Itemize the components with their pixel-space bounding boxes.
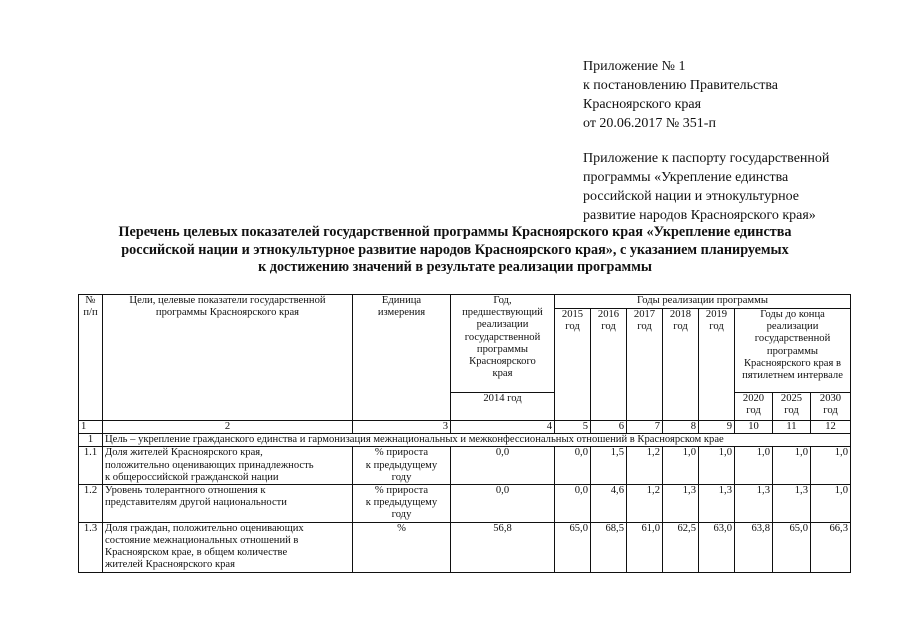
goal-row (79, 434, 851, 447)
header-prev (451, 295, 555, 393)
column-number: 3 (353, 421, 451, 434)
row-value: 1,3 (735, 485, 773, 523)
column-number: 7 (627, 421, 663, 434)
row-base-value: 0,0 (451, 485, 555, 523)
row-value: 1,0 (811, 485, 851, 523)
header-year-2030 (811, 393, 851, 421)
row-num: 1.1 (79, 447, 103, 485)
document-title (80, 224, 830, 277)
header-prev-line: программы (476, 343, 529, 355)
row-value: 61,0 (627, 522, 663, 572)
indicator-line: Уровень толерантного отношения к (105, 485, 266, 497)
indicators-table (78, 294, 851, 573)
unit-line: к предыдущему (365, 497, 438, 509)
row-value: 0,0 (555, 485, 591, 523)
header-unit-line: Единица (381, 295, 422, 306)
header-goal-line: программы Красноярского края (155, 307, 300, 319)
table-row (79, 485, 851, 523)
year-suffix: год (709, 321, 724, 333)
row-indicator (103, 522, 353, 572)
row-value: 4,6 (591, 485, 627, 523)
title-line: российской нации и этнокультурное развитие народов Красноярского края», с указанием планируемых (121, 241, 789, 258)
row-value: 1,0 (811, 447, 851, 485)
column-number: 12 (811, 421, 851, 434)
end-title-line: программы (766, 345, 819, 357)
row-value: 65,0 (773, 522, 811, 572)
year-suffix: год (784, 405, 799, 417)
end-title-line: пятилетнем интервале (742, 370, 843, 382)
indicator-line: Доля граждан, положительно оценивающих (105, 522, 304, 534)
passport-appendix-line: программы «Укрепление единства (583, 170, 789, 185)
indicator-line: Красноярском крае, в общем количестве (105, 547, 288, 559)
unit-line: % прироста (374, 485, 429, 497)
row-value: 68,5 (591, 522, 627, 572)
column-numbers-row (79, 421, 851, 434)
title-line: Перечень целевых показателей государственной программы Красноярского края «Укрепление единства (118, 224, 792, 240)
header-goal (103, 295, 353, 421)
end-title-line: реализации (766, 321, 819, 333)
column-number: 4 (451, 421, 555, 434)
row-value: 65,0 (555, 522, 591, 572)
year-suffix: год (823, 405, 838, 417)
row-value: 1,0 (663, 447, 699, 485)
year-suffix: год (565, 321, 580, 333)
year-suffix: год (601, 321, 616, 333)
row-unit (353, 485, 451, 523)
row-value: 1,2 (627, 485, 663, 523)
passport-appendix-line: Приложение к паспорту государственной (583, 151, 830, 166)
year-suffix: год (673, 321, 688, 333)
year-suffix: год (746, 405, 761, 417)
appendix-line: Приложение № 1 (583, 59, 686, 74)
header-prev-year: 2014 год (451, 393, 555, 421)
header-num-line: № (85, 295, 96, 306)
row-value: 1,0 (735, 447, 773, 485)
indicator-line: жителей Красноярского края (105, 559, 235, 571)
unit-line: % (397, 522, 406, 534)
column-number: 9 (699, 421, 735, 434)
header-unit-line: измерения (377, 307, 426, 319)
row-value: 1,5 (591, 447, 627, 485)
title-line: к достижению значений в результате реализации программы (258, 259, 652, 275)
row-base-value: 56,8 (451, 522, 555, 572)
year-label: 2025 (780, 393, 803, 404)
column-number: 2 (103, 421, 353, 434)
header-year-2025 (773, 393, 811, 421)
year-suffix: год (637, 321, 652, 333)
header-year-2020 (735, 393, 773, 421)
header-prev-line: Год, (493, 295, 512, 306)
column-number: 8 (663, 421, 699, 434)
header-year-2018 (663, 309, 699, 421)
header-year-2017 (627, 309, 663, 421)
goal-num: 1 (79, 434, 103, 447)
appendix-line: от 20.06.2017 № 351-п (583, 116, 716, 131)
row-value: 1,0 (699, 447, 735, 485)
end-title-line: Годы до конца (760, 309, 825, 320)
row-indicator (103, 447, 353, 485)
year-label: 2018 (669, 309, 692, 320)
column-number: 5 (555, 421, 591, 434)
table-row (79, 447, 851, 485)
row-value: 63,0 (699, 522, 735, 572)
row-indicator (103, 485, 353, 523)
row-num: 1.2 (79, 485, 103, 523)
header-unit (353, 295, 451, 421)
row-value: 0,0 (555, 447, 591, 485)
end-title-line: Красноярского края в (743, 357, 841, 369)
header-end-title (735, 309, 851, 393)
year-label: 2017 (633, 309, 656, 320)
row-value: 62,5 (663, 522, 699, 572)
header-prev-line: реализации (476, 319, 529, 331)
header-num (79, 295, 103, 421)
column-number: 10 (735, 421, 773, 434)
end-title-line: государственной (754, 333, 831, 345)
header-prev-line: края (492, 368, 513, 380)
row-value: 1,3 (699, 485, 735, 523)
row-base-value: 0,0 (451, 447, 555, 485)
passport-appendix-line: развитие народов Красноярского края» (583, 208, 816, 223)
goal-text: Цель – укрепление гражданского единства и гармонизация межнациональных и межконфессиональных отношений в Красноярском крае (103, 434, 851, 447)
indicator-line: положительно оценивающих принадлежность (105, 459, 314, 471)
year-label: 2030 (819, 393, 842, 404)
row-value: 1,2 (627, 447, 663, 485)
appendix-block (583, 57, 883, 225)
appendix-line: Красноярского края (583, 97, 702, 112)
indicator-line: к общероссийской гражданской нации (105, 471, 279, 483)
year-label: 2020 (742, 393, 765, 404)
row-value: 1,3 (663, 485, 699, 523)
unit-line: году (391, 471, 412, 483)
header-years-title: Годы реализации программы (555, 295, 851, 309)
unit-line: к предыдущему (365, 459, 438, 471)
row-unit (353, 447, 451, 485)
header-prev-line: предшествующий (462, 307, 543, 319)
row-value: 63,8 (735, 522, 773, 572)
header-prev-line: Красноярского (469, 356, 536, 368)
year-label: 2016 (597, 309, 620, 320)
year-label: 2019 (705, 309, 728, 320)
appendix-line: к постановлению Правительства (583, 78, 779, 93)
row-value: 66,3 (811, 522, 851, 572)
column-number: 1 (79, 421, 103, 434)
indicator-line: представителям другой национальности (105, 497, 287, 509)
row-value: 1,0 (773, 447, 811, 485)
header-year-2019 (699, 309, 735, 421)
indicator-line: Доля жителей Красноярского края, (105, 447, 263, 459)
row-num: 1.3 (79, 522, 103, 572)
header-prev-line: государственной (464, 331, 541, 343)
column-number: 11 (773, 421, 811, 434)
header-goal-line: Цели, целевые показатели государственной (129, 295, 326, 306)
unit-line: % прироста (374, 447, 429, 459)
header-num-line: п/п (83, 307, 98, 319)
year-label: 2015 (561, 309, 584, 320)
unit-line: году (391, 509, 412, 521)
row-unit (353, 522, 451, 572)
passport-appendix-line: российской нации и этнокультурное (583, 189, 799, 204)
header-year-2015 (555, 309, 591, 421)
indicator-line: состояние межнациональных отношений в (105, 534, 299, 546)
header-year-2016 (591, 309, 627, 421)
table-row (79, 522, 851, 572)
column-number: 6 (591, 421, 627, 434)
row-value: 1,3 (773, 485, 811, 523)
